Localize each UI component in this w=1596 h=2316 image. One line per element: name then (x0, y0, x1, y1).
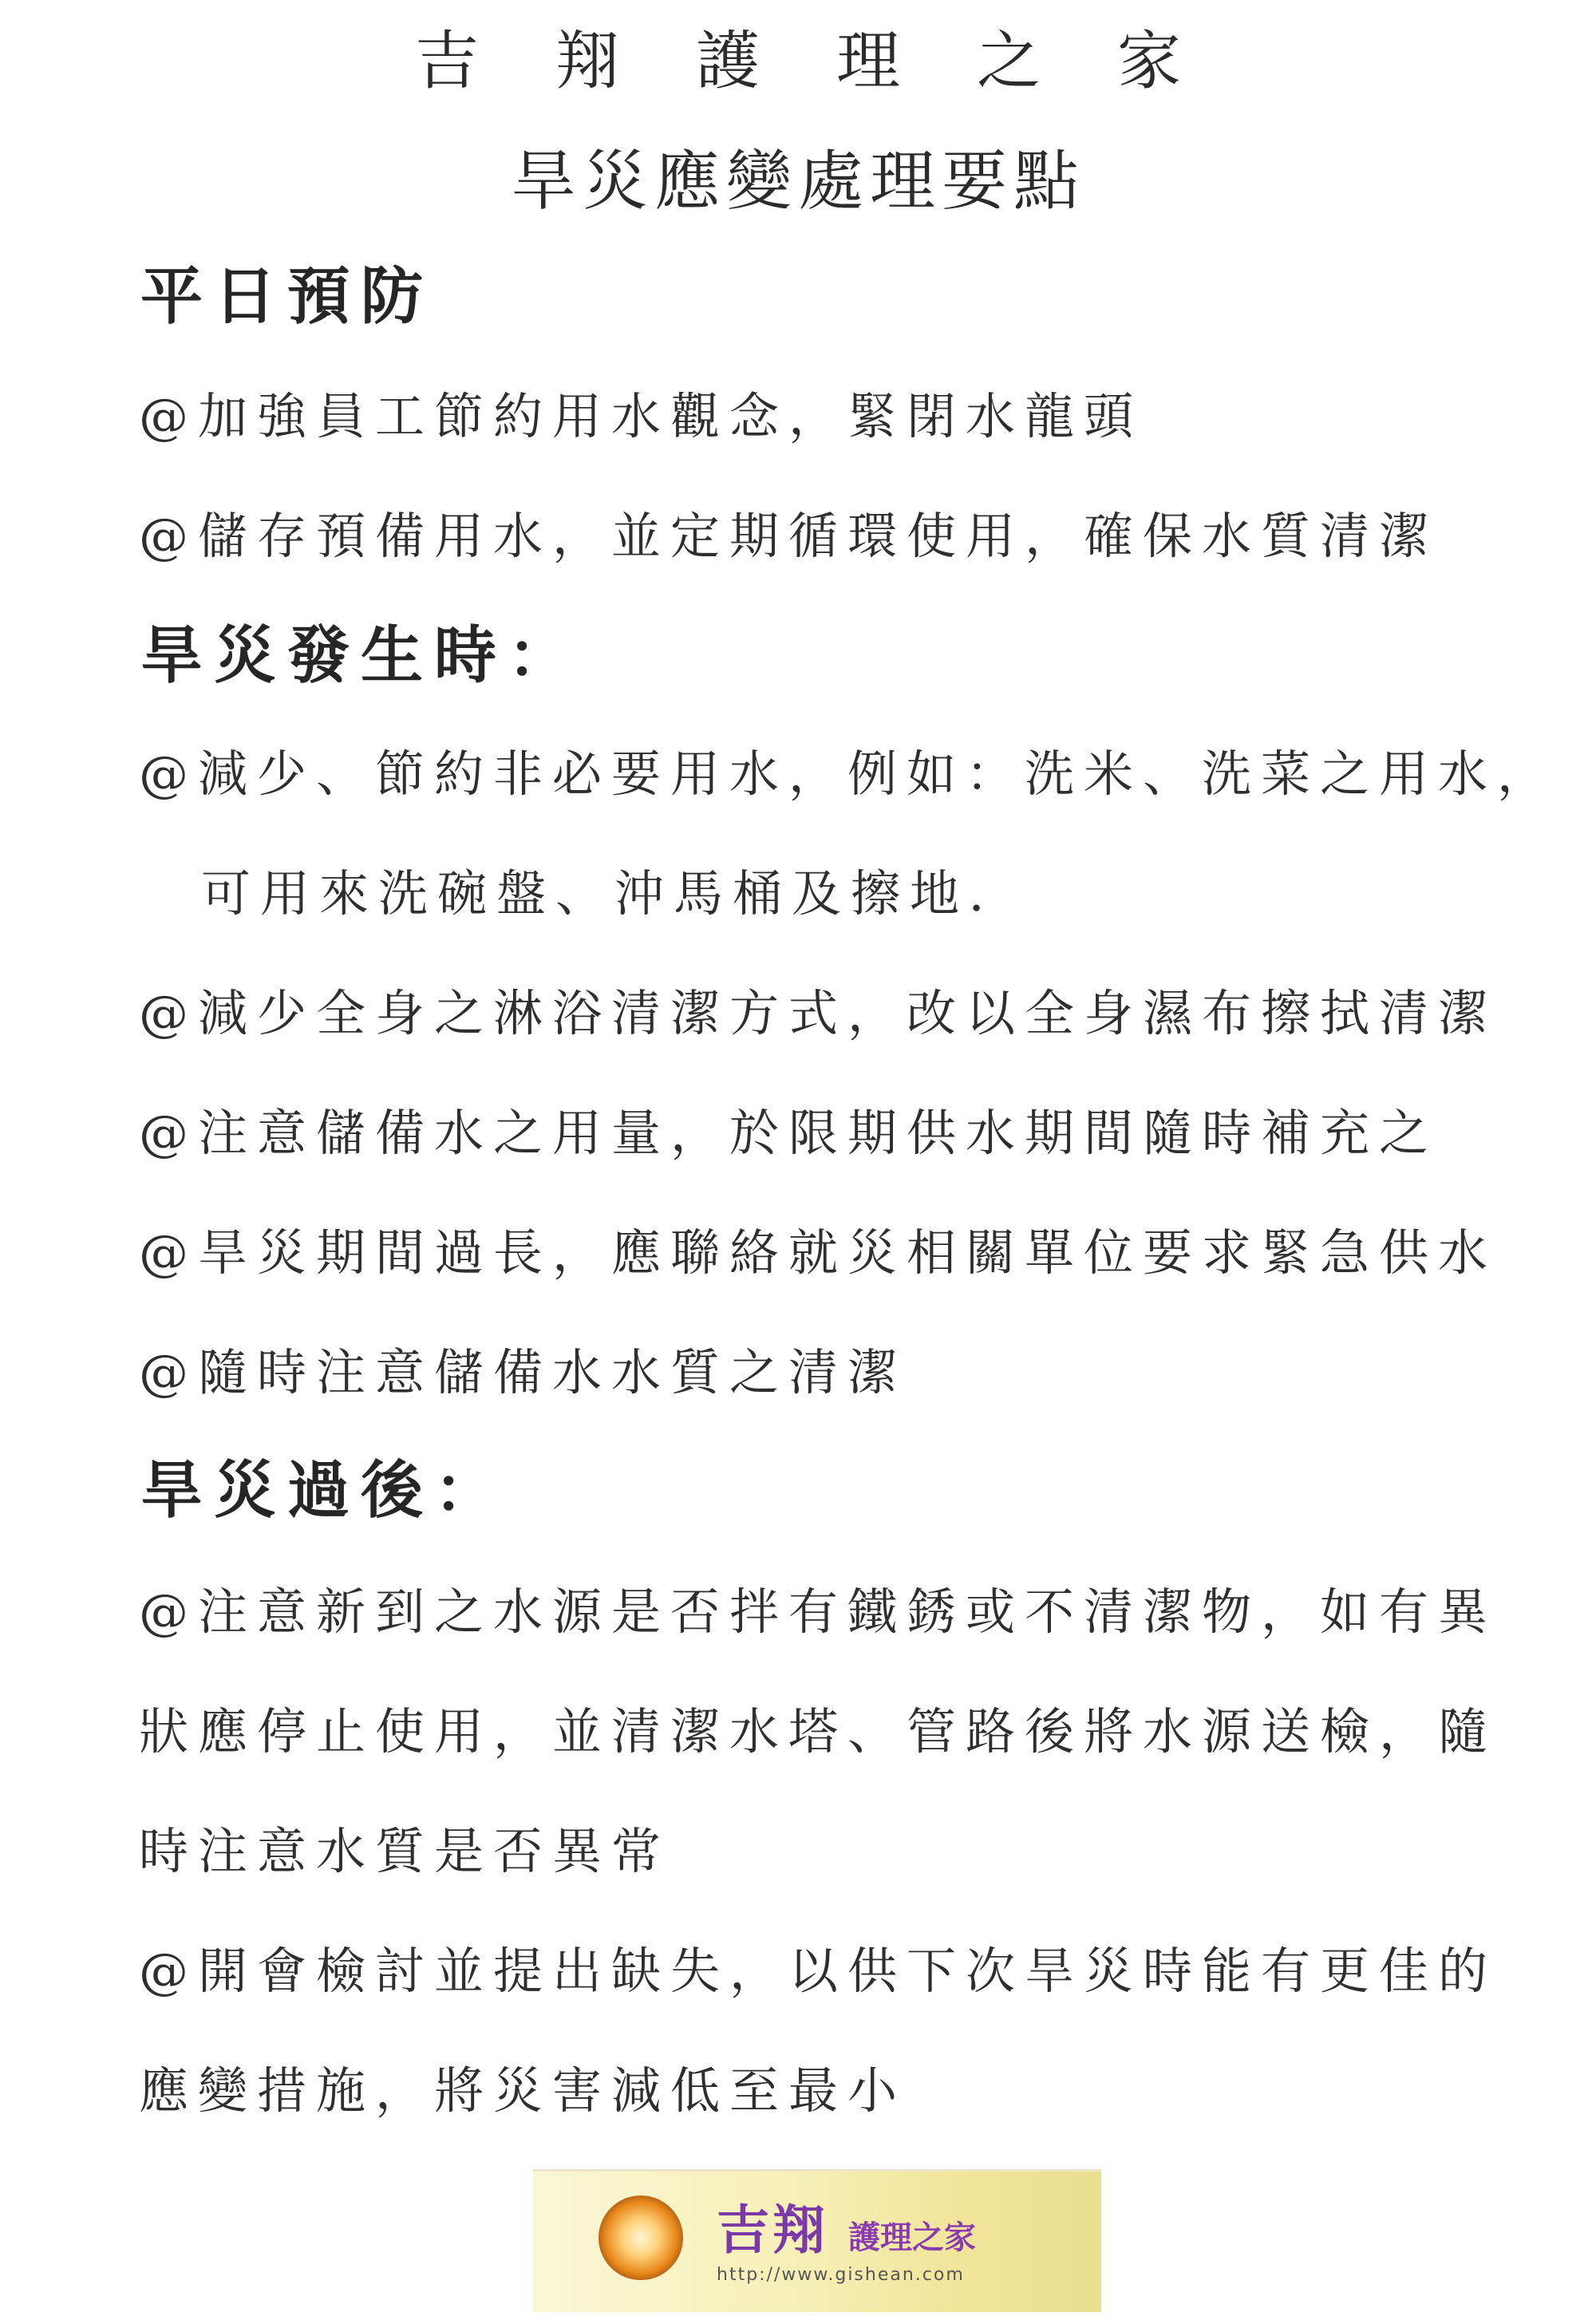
list-item: @注意儲備水之用量，於限期供水期間隨時補充之 (139, 1104, 1439, 1162)
logo-url: http://www.gishean.com (717, 2265, 965, 2285)
logo-name: 吉翔 (717, 2199, 828, 2261)
list-item: @加強員工節約用水觀念，緊閉水龍頭 (139, 387, 1144, 445)
logo-subname: 護理之家 (848, 2219, 976, 2256)
list-item: @減少全身之淋浴清潔方式，改以全身濕布擦拭清潔 (139, 984, 1498, 1042)
list-item: 可用來洗碗盤、沖馬桶及擦地． (201, 864, 1029, 923)
list-item: 應變措施，將災害減低至最小 (139, 2061, 907, 2120)
list-item: @隨時注意儲備水水質之清潔 (139, 1343, 907, 1401)
list-item: @減少、節約非必要用水，例如：洗米、洗菜之用水， (139, 745, 1557, 803)
logo-banner (533, 2169, 1101, 2312)
list-item: @注意新到之水源是否拌有鐵銹或不清潔物，如有異 (139, 1583, 1498, 1641)
list-item: 時注意水質是否異常 (139, 1822, 671, 1880)
section-heading-during-drought: 旱災發生時： (140, 619, 582, 692)
sun-logo-icon (598, 2195, 683, 2280)
section-heading-daily-prevention: 平日預防 (140, 260, 435, 333)
section-heading-after-drought: 旱災過後： (140, 1454, 508, 1527)
list-item: @儲存預備用水，並定期循環使用，確保水質清潔 (139, 507, 1439, 565)
page-title: 吉翔護理之家 (415, 24, 1258, 98)
list-item: @開會檢討並提出缺失，以供下次旱災時能有更佳的 (139, 1942, 1498, 2000)
list-item: @旱災期間過長，應聯絡就災相關單位要求緊急供水 (139, 1223, 1498, 1282)
page-subtitle: 旱災應變處理要點 (510, 144, 1085, 219)
list-item: 狀應停止使用，並清潔水塔、管路後將水源送檢，隨 (139, 1702, 1498, 1761)
